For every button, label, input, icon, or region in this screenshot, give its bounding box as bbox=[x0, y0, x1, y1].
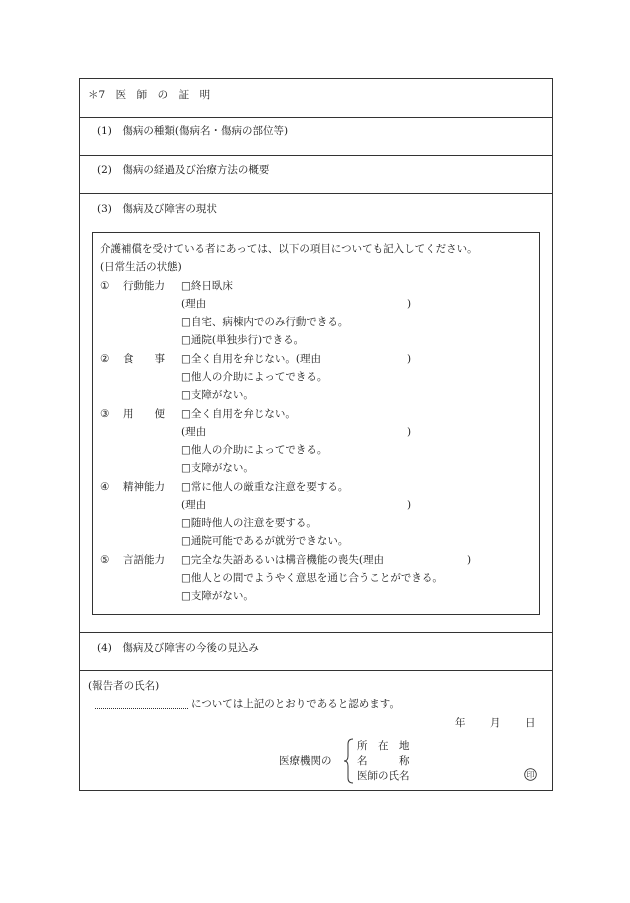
checkbox-option: □完全な失語あるいは構音機能の喪失(理由 bbox=[181, 554, 385, 566]
reason-close-paren: ) bbox=[407, 426, 412, 438]
item-label: 行動能力 bbox=[123, 280, 165, 292]
checkbox-option: □他人の介助によってできる。 bbox=[181, 371, 328, 383]
checkbox-option: □全く自用を弁じない。(理由 bbox=[181, 353, 322, 365]
name-field-label: 名 称 bbox=[357, 755, 410, 767]
checkbox-option: □他人との間でようやく意思を通じ合うことができる。 bbox=[181, 572, 443, 584]
checkbox-option: □随時他人の注意を要する。 bbox=[181, 517, 317, 529]
item-number: ④ bbox=[100, 481, 110, 493]
daily-life-status-box bbox=[92, 232, 540, 615]
item-number: ③ bbox=[100, 408, 110, 420]
curly-brace-icon bbox=[343, 738, 355, 784]
doctor-name-field-label: 医師の氏名 bbox=[357, 770, 410, 782]
month-label: 月 bbox=[490, 717, 501, 729]
day-label: 日 bbox=[525, 717, 536, 729]
doctor-certificate-form bbox=[79, 78, 553, 791]
institution-label: 医療機関の bbox=[279, 755, 332, 767]
reason-line: (理由 bbox=[181, 426, 207, 438]
box-subtitle: (日常生活の状態) bbox=[100, 261, 182, 273]
section-1-heading: (1) 傷病の種類(傷病名・傷病の部位等) bbox=[97, 125, 289, 137]
divider bbox=[80, 193, 552, 194]
reason-close-paren: ) bbox=[407, 499, 412, 511]
section-2-heading: (2) 傷病の経過及び治療方法の概要 bbox=[97, 164, 270, 176]
checkbox-option: □全く自用を弁じない。 bbox=[181, 408, 296, 420]
divider bbox=[80, 632, 552, 633]
item-label: 精神能力 bbox=[123, 481, 165, 493]
reason-close-paren: ) bbox=[407, 298, 412, 310]
checkbox-option: □常に他人の厳重な注意を要する。 bbox=[181, 481, 349, 493]
checkbox-option: □支障がない。 bbox=[181, 389, 254, 401]
reason-line: (理由 bbox=[181, 298, 207, 310]
section-4-heading: (4) 傷病及び障害の今後の見込み bbox=[97, 642, 259, 654]
certify-text: については上記のとおりであると認めます。 bbox=[191, 698, 400, 710]
reporter-name-label: (報告者の氏名) bbox=[88, 680, 160, 692]
reporter-name-dotted-line bbox=[95, 708, 188, 709]
seal-text: 印 bbox=[526, 770, 535, 780]
item-number: ⑤ bbox=[100, 554, 110, 566]
checkbox-option: □通院可能であるが就労できない。 bbox=[181, 535, 349, 547]
form-title: ＊7 医 師 の 証 明 bbox=[88, 89, 211, 101]
checkbox-option: □自宅、病棟内でのみ行動できる。 bbox=[181, 316, 349, 328]
checkbox-option: □支障がない。 bbox=[181, 590, 254, 602]
divider bbox=[80, 670, 552, 671]
item-number: ① bbox=[100, 280, 110, 292]
checkbox-option: □終日臥床 bbox=[181, 280, 233, 292]
address-field-label: 所 在 地 bbox=[357, 740, 410, 752]
divider bbox=[80, 155, 552, 156]
year-label: 年 bbox=[455, 717, 466, 729]
item-label: 食 事 bbox=[123, 353, 165, 365]
item-label: 言語能力 bbox=[123, 554, 165, 566]
reason-close-paren: ) bbox=[407, 353, 412, 365]
checkbox-option: □他人の介助によってできる。 bbox=[181, 444, 328, 456]
checkbox-option: □通院(単独歩行)できる。 bbox=[181, 334, 305, 346]
seal-icon bbox=[524, 768, 537, 781]
reason-line: (理由 bbox=[181, 499, 207, 511]
item-number: ② bbox=[100, 353, 110, 365]
divider bbox=[80, 117, 552, 118]
section-3-heading: (3) 傷病及び障害の現状 bbox=[97, 203, 217, 215]
checkbox-option: □支障がない。 bbox=[181, 462, 254, 474]
reason-close-paren: ) bbox=[467, 554, 472, 566]
item-label: 用 便 bbox=[123, 408, 165, 420]
box-intro: 介護補償を受けている者にあっては、以下の項目についても記入してください。 bbox=[100, 243, 478, 255]
